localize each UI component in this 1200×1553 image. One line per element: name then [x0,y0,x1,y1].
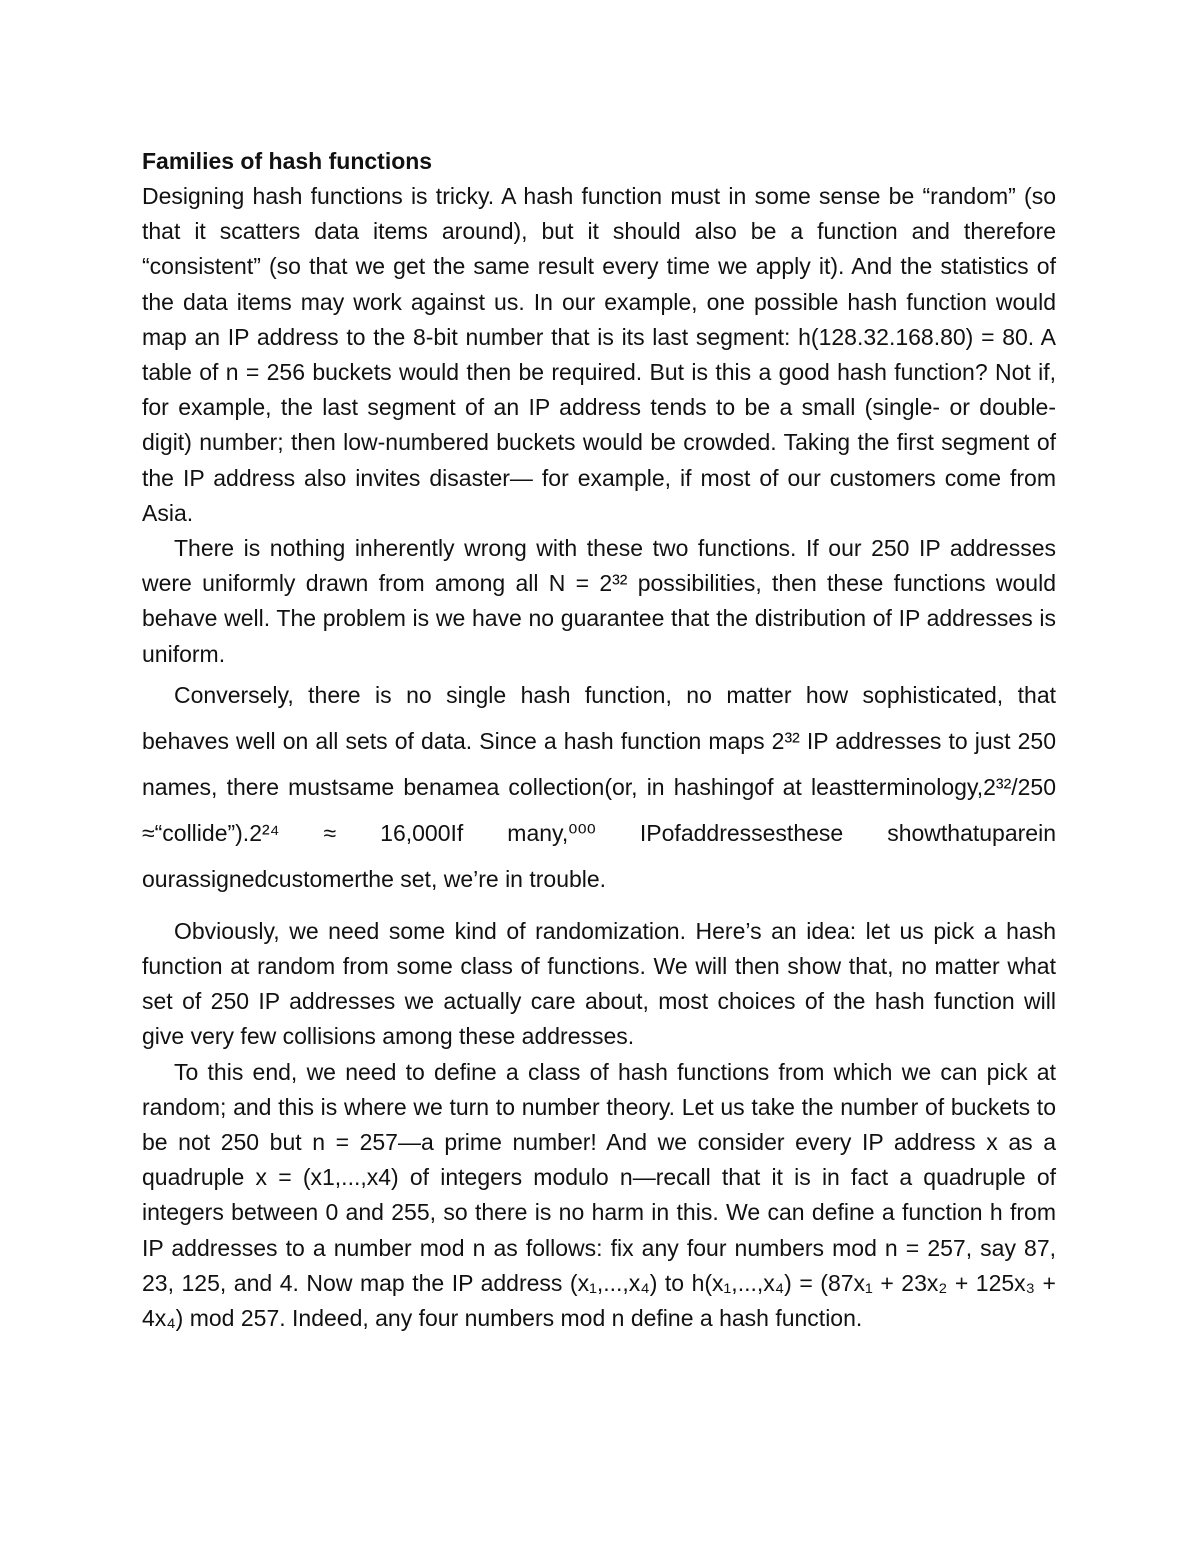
paragraph-1: Designing hash functions is tricky. A hash function must in some sense be “random” (so that it scatters data items around), but it should also be a function and therefore “consistent” (so that we get the same result every time we apply it). And the statistics of the data items may work against us. In our example, one possible hash function would map an IP address to the 8-bit number that is its last segment: h(128.32.168.80) = 80. A table of n = 256 buckets would then be required. But is this a good hash function? Not if, for example, the last segment of an IP address tends to be a small (single- or double-digit) number; then low-numbered buckets would be crowded. Taking the first segment of the IP address also invites disaster— for example, if most of our customers come from Asia. [142,183,1056,526]
paragraph-5: To this end, we need to define a class of hash functions from which we can pick at random; and this is where we turn to number theory. Let us take the number of buckets to be not 250 but n = 257—a prime number! And we consider every IP address x as a quadruple x = (x1,...,x4) of integers modulo n—recall that it is in fact a quadruple of integers between 0 and 255, so there is no harm in this. We can define a function h from IP addresses to a number mod n as follows: fix any four numbers mod n = 257, say 87, 23, 125, and 4. Now map the IP address (x₁,...,x₄) to h(x₁,...,x₄) = (87x₁ + 23x₂ + 125x₃ + 4x₄) mod 257. Indeed, any four numbers mod n define a hash function. [142,1058,1056,1332]
document-page [142,146,1056,1336]
section-heading: Families of hash functions [142,148,433,174]
paragraph-4: Obviously, we need some kind of randomization. Here’s an idea: let us pick a hash function at random from some class of functions. We will then show that, no matter what set of 250 IP addresses we actually care about, most choices of the hash function will give very few collisions among these addresses. [142,917,1056,1050]
paragraph-2: There is nothing inherently wrong with these two functions. If our 250 IP addresses were uniformly drawn from among all N = 2³² possibilities, then these functions would behave well. The problem is we have no guarantee that the distribution of IP addresses is uniform. [142,535,1056,667]
paragraph-3: Conversely, there is no single hash function, no matter how sophisticated, that behaves well on all sets of data. Since a hash function maps 2³² IP addresses to just 250 names, there mustsame benamea collection(or, in hashingof at leastterminology,2³²/250 ≈“collide”).2²⁴ ≈ 16,000If many,⁰⁰⁰ IPofaddressesthese showthatuparein ourassignedcustomerthe set, we’re in trouble. [142,681,1056,892]
